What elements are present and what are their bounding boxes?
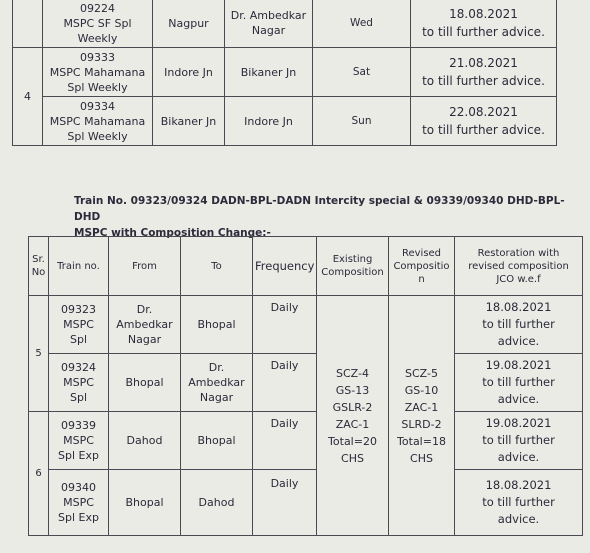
to-cell (181, 354, 253, 412)
header-from: From (109, 237, 181, 296)
train-cell (43, 97, 153, 146)
to-cell: Bhopal (181, 296, 253, 354)
advice-text: to till further advice. (422, 74, 545, 88)
header-row (29, 237, 583, 296)
table-row (29, 354, 583, 412)
train-name: MSPC Mahamana (49, 114, 146, 128)
header-text: revised composition (468, 260, 569, 272)
from-cell: Bhopal (109, 470, 181, 536)
frequency-cell: Daily (253, 412, 317, 470)
heading-line: Train No. 09323/09324 DADN-BPL-DADN Intercity special & 09339/09340 DHD-BPL-DHD (74, 195, 565, 223)
train-name: MSPC (63, 376, 94, 389)
composition-line: Total=20 (328, 434, 377, 448)
frequency-cell: Daily (253, 470, 317, 536)
train-table-continued (12, 0, 557, 146)
composition-line: ZAC-1 (335, 417, 370, 431)
train-cell (43, 48, 153, 97)
from-cell: Dahod (109, 412, 181, 470)
to-cell: Bikaner Jn (225, 48, 313, 97)
date-text: 18.08.2021 (485, 478, 552, 492)
from-cell (109, 296, 181, 354)
section-heading (74, 193, 574, 241)
frequency-cell: Daily (253, 296, 317, 354)
train-name: MSPC (63, 496, 94, 509)
header-revised (389, 237, 455, 296)
to-line: Ambedkar (188, 376, 245, 389)
train-type: Spl Exp (58, 449, 99, 462)
header-text: Existing (332, 254, 373, 265)
advice-text: to till further (482, 433, 555, 447)
header-frequency: Frequency (253, 237, 317, 296)
train-number: 09224 (80, 1, 115, 15)
train-number: 09333 (80, 50, 115, 64)
train-name: MSPC SF Spl (63, 16, 132, 30)
train-type: Spl Weekly (67, 129, 128, 143)
header-to: To (181, 237, 253, 296)
revised-composition-cell (389, 296, 455, 536)
advice-text: advice. (497, 450, 540, 464)
serial-cell (13, 0, 43, 48)
date-text: 19.08.2021 (485, 358, 552, 372)
table-row (13, 0, 557, 48)
date-cell (411, 97, 557, 146)
to-line: Nagar (251, 24, 286, 37)
to-cell (225, 0, 313, 48)
train-type: Spl (69, 391, 88, 404)
serial-cell: 4 (13, 48, 43, 146)
train-type: Weekly (77, 31, 118, 45)
train-cell (49, 296, 109, 354)
to-line: Dr. Ambedkar (230, 9, 307, 22)
to-cell: Dahod (181, 470, 253, 536)
train-number: 09340 (61, 481, 96, 494)
existing-composition-cell (317, 296, 389, 536)
train-number: 09323 (61, 303, 96, 316)
header-train: Train no. (49, 237, 109, 296)
header-text: Restoration with (477, 247, 560, 259)
restoration-cell (455, 354, 583, 412)
composition-line: GS-10 (404, 383, 439, 397)
date-cell (411, 0, 557, 48)
advice-text: to till further (482, 375, 555, 389)
frequency-cell: Daily (253, 354, 317, 412)
train-name: MSPC (63, 434, 94, 447)
train-cell (49, 412, 109, 470)
header-text: No (31, 267, 46, 278)
advice-text: to till further (482, 317, 555, 331)
from-line: Nagar (127, 333, 162, 346)
from-line: Dr. (136, 303, 153, 316)
table-row (29, 412, 583, 470)
composition-line: ZAC-1 (404, 400, 439, 414)
to-cell: Indore Jn (225, 97, 313, 146)
header-text: Revised (401, 247, 442, 259)
serial-cell: 5 (29, 296, 49, 412)
table-row (29, 470, 583, 536)
composition-line: GSLR-2 (332, 400, 373, 414)
to-cell: Bhopal (181, 412, 253, 470)
header-text: Composition (321, 267, 384, 278)
date-text: 19.08.2021 (485, 416, 552, 430)
header-existing (317, 237, 389, 296)
restoration-cell (455, 412, 583, 470)
header-text: n (418, 273, 425, 285)
train-type: Spl Weekly (67, 80, 128, 94)
advice-text: to till further (482, 495, 555, 509)
table-row (13, 48, 557, 97)
train-name: MSPC (63, 318, 94, 331)
from-cell: Bhopal (109, 354, 181, 412)
header-restoration (455, 237, 583, 296)
train-number: 09339 (61, 419, 96, 432)
date-text: 22.08.2021 (449, 105, 518, 119)
from-line: Ambedkar (116, 318, 173, 331)
from-cell: Nagpur (153, 0, 225, 48)
from-cell: Bikaner Jn (153, 97, 225, 146)
from-cell: Indore Jn (153, 48, 225, 97)
date-text: 21.08.2021 (449, 56, 518, 70)
advice-text: advice. (497, 392, 540, 406)
composition-line: SLRD-2 (401, 417, 442, 431)
train-type: Spl Exp (58, 511, 99, 524)
to-line: Nagar (199, 391, 234, 404)
advice-text: to till further advice. (422, 25, 545, 39)
composition-line: SCZ-5 (405, 366, 438, 380)
heading-line: MSPC with Composition Change:- (74, 227, 271, 239)
train-number: 09324 (61, 361, 96, 374)
restoration-cell (455, 296, 583, 354)
advice-text: to till further advice. (422, 123, 545, 137)
train-type: Spl (69, 333, 88, 346)
restoration-cell (455, 470, 583, 536)
composition-change-table (28, 236, 583, 536)
composition-line: GS-13 (335, 383, 370, 397)
composition-line: Total=18 (397, 434, 446, 448)
date-text: 18.08.2021 (485, 300, 552, 314)
date-text: 18.08.2021 (449, 7, 518, 21)
train-number: 09334 (80, 99, 115, 113)
composition-line: CHS (341, 451, 364, 465)
header-srno (29, 237, 49, 296)
date-cell (411, 48, 557, 97)
composition-line: CHS (410, 451, 433, 465)
table-row (13, 97, 557, 146)
train-cell (49, 470, 109, 536)
train-name: MSPC Mahamana (49, 65, 146, 79)
to-line: Dr. (208, 361, 225, 374)
advice-text: advice. (497, 334, 540, 348)
header-text: JCO w.e.f (496, 273, 541, 285)
day-cell: Wed (313, 0, 411, 48)
table-row (29, 296, 583, 354)
train-cell (49, 354, 109, 412)
advice-text: advice. (497, 512, 540, 526)
train-cell (43, 0, 153, 48)
serial-cell: 6 (29, 412, 49, 536)
header-text: Compositio (393, 260, 450, 272)
composition-line: SCZ-4 (336, 366, 369, 380)
header-text: Sr. (32, 254, 45, 265)
day-cell: Sat (313, 48, 411, 97)
day-cell: Sun (313, 97, 411, 146)
